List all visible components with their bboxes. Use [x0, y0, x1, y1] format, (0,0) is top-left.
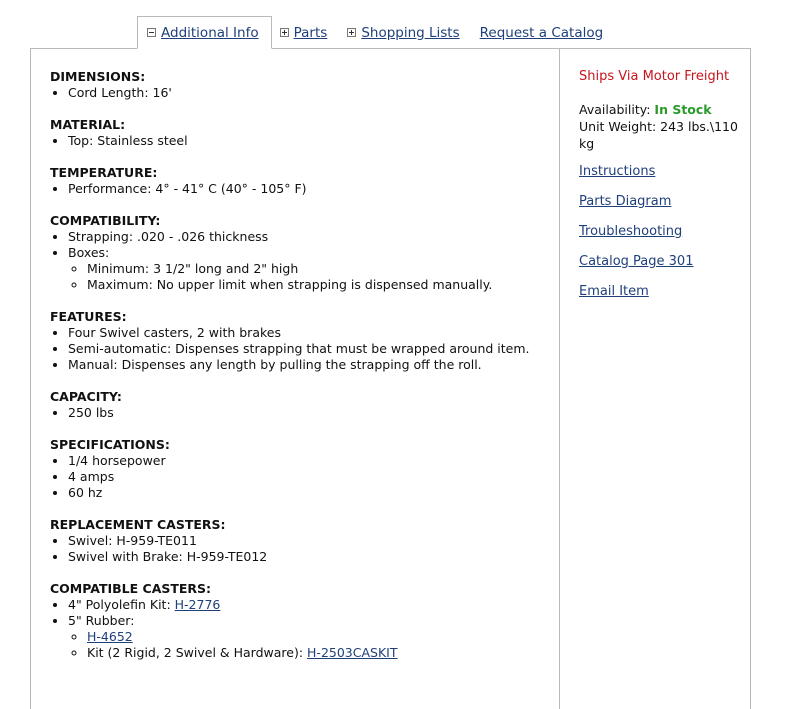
tab-label: Shopping Lists: [361, 24, 460, 41]
section-list: [50, 597, 550, 661]
sub-list-item: [87, 629, 550, 645]
tab-panel: [30, 48, 751, 709]
list-item: • 1/4 horsepower: [68, 453, 550, 469]
list-item: • 60 hz: [68, 485, 550, 501]
sub-list: [68, 629, 550, 661]
material-section: [50, 117, 550, 149]
section-title: COMPATIBLE CASTERS:: [50, 581, 212, 596]
section-title: MATERIAL:: [50, 117, 126, 132]
section-list: [50, 133, 550, 149]
rubber-label: 5" Rubber:: [68, 613, 135, 628]
unit-weight: Unit Weight: 243 lbs.\110 kg: [579, 119, 738, 151]
compatibility-section: [50, 213, 550, 293]
tab-parts[interactable]: [272, 17, 340, 48]
section-title: COMPATIBILITY:: [50, 213, 161, 228]
catalog-page-link[interactable]: Catalog Page 301: [579, 254, 694, 269]
additional-info-content: [50, 69, 550, 677]
plus-box-icon: [280, 28, 289, 37]
minus-box-icon: [147, 28, 156, 37]
caster-kit-link[interactable]: H-2503CASKIT: [307, 645, 398, 660]
availability-label: Availability:: [579, 102, 655, 117]
sub-list-item: ◦ Minimum: 3 1/2" long and 2" high: [87, 261, 550, 277]
features-section: [50, 309, 550, 373]
list-item: • Cord Length: 16': [68, 85, 550, 101]
tab-request-catalog[interactable]: [472, 17, 616, 48]
list-item: • Top: Stainless steel: [68, 133, 550, 149]
troubleshooting-link[interactable]: Troubleshooting: [579, 224, 683, 239]
section-title: CAPACITY:: [50, 389, 122, 404]
section-title: FEATURES:: [50, 309, 127, 324]
caster-kit-label: Kit (2 Rigid, 2 Swivel & Hardware):: [87, 645, 308, 660]
sub-list: [68, 261, 550, 293]
list-item: • Semi-automatic: Dispenses strapping that must be wrapped around item.: [68, 341, 550, 357]
dimensions-section: [50, 69, 550, 101]
section-list: [50, 85, 550, 101]
stock-status: In Stock: [654, 102, 712, 117]
parts-diagram-link[interactable]: Parts Diagram: [579, 194, 672, 209]
tab-bar: [137, 16, 615, 48]
section-list: [50, 533, 550, 565]
section-list: [50, 405, 550, 421]
list-item: • Manual: Dispenses any length by pulling the strapping off the roll.: [68, 357, 550, 373]
column-divider: [559, 49, 560, 709]
specifications-section: [50, 437, 550, 501]
compatible-casters-section: [50, 581, 550, 661]
availability: [579, 101, 744, 118]
list-item: [68, 613, 550, 661]
section-list: [50, 181, 550, 197]
section-title: TEMPERATURE:: [50, 165, 158, 180]
email-item-link[interactable]: Email Item: [579, 284, 649, 299]
list-item: [68, 245, 550, 293]
tab-label: Parts: [293, 24, 328, 41]
tab-label: Request a Catalog: [479, 24, 604, 41]
list-item: • Four Swivel casters, 2 with brakes: [68, 325, 550, 341]
section-list: [50, 453, 550, 501]
list-item: • 4 amps: [68, 469, 550, 485]
list-item: • Strapping: .020 - .026 thickness: [68, 229, 550, 245]
plus-box-icon: [347, 28, 356, 37]
list-item: [68, 597, 550, 613]
sub-list-item: ◦ Maximum: No upper limit when strapping is dispensed manually.: [87, 277, 550, 293]
section-list: [50, 325, 550, 373]
tab-shopping-lists[interactable]: [339, 17, 471, 48]
tab-label: Additional Info: [161, 24, 259, 41]
list-item: • Swivel with Brake: H-959-TE012: [68, 549, 550, 565]
list-item: • Performance: 4° - 41° C (40° - 105° F): [68, 181, 550, 197]
section-title: SPECIFICATIONS:: [50, 437, 170, 452]
section-list: [50, 229, 550, 293]
shipping-notice: Ships Via Motor Freight: [579, 69, 730, 84]
list-item: • Swivel: H-959-TE011: [68, 533, 550, 549]
section-title: REPLACEMENT CASTERS:: [50, 517, 226, 532]
section-title: DIMENSIONS:: [50, 69, 146, 84]
replacement-casters-section: [50, 517, 550, 565]
capacity-section: [50, 389, 550, 421]
temperature-section: [50, 165, 550, 197]
instructions-link[interactable]: Instructions: [579, 164, 656, 179]
tab-additional-info[interactable]: [137, 16, 272, 49]
list-item-label: Boxes:: [68, 245, 110, 260]
list-item: • 250 lbs: [68, 405, 550, 421]
polyolefin-kit-label: 4" Polyolefin Kit:: [68, 597, 175, 612]
sub-list-item: [87, 645, 550, 661]
sidebar-links: [579, 164, 744, 300]
product-sidebar: [579, 69, 744, 314]
rubber-caster-link[interactable]: H-4652: [87, 629, 133, 644]
polyolefin-kit-link[interactable]: H-2776: [174, 597, 221, 612]
